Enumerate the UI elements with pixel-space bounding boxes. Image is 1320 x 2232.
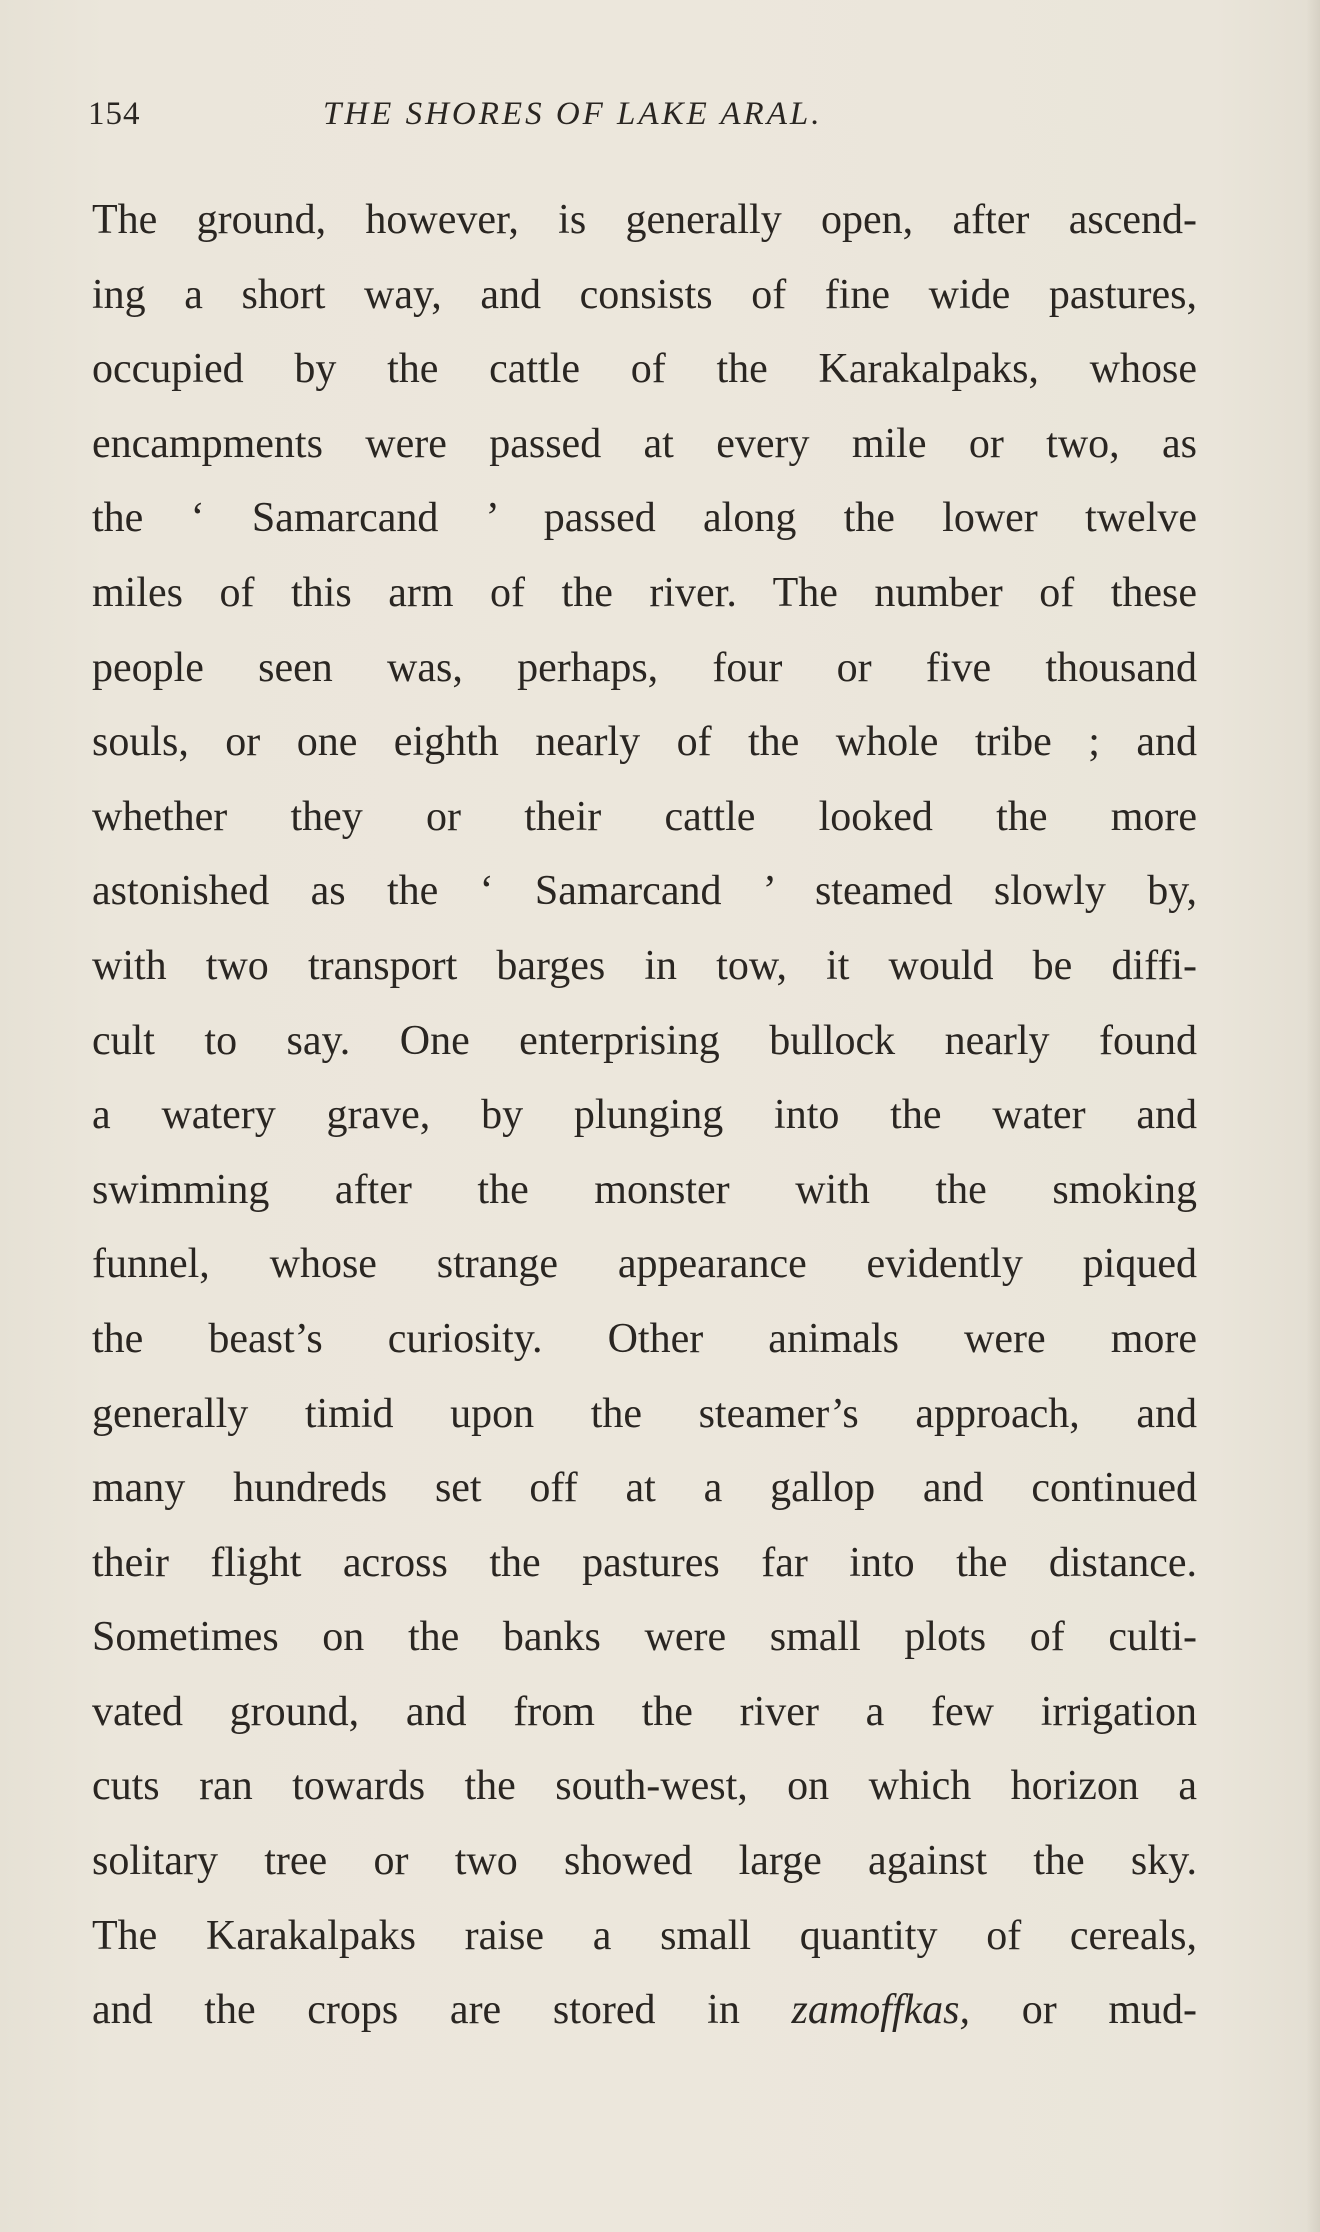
text-line: the beast’s curiosity. Other animals were more	[92, 1315, 1197, 1362]
text-line: funnel, whose strange appearance evidently piqued	[92, 1241, 1197, 1288]
text-line: the ‘ Samarcand ’ passed along the lower twelve	[92, 495, 1197, 542]
text-line: people seen was, perhaps, four or five thousand	[92, 644, 1197, 691]
page-number: 154	[88, 96, 141, 132]
text-line: their flight across the pastures far into the distance.	[92, 1539, 1197, 1586]
page-edge-shadow	[1306, 0, 1320, 2232]
text-line: cult to say. One enterprising bullock nearly found	[92, 1017, 1197, 1064]
text-line: ing a short way, and consists of fine wide pastures,	[92, 271, 1197, 318]
text-line: solitary tree or two showed large against the sky.	[92, 1838, 1197, 1885]
text-segment: and the crops are stored in	[92, 1987, 740, 2034]
text-line: encampments were passed at every mile or two, as	[92, 420, 1197, 467]
text-line: cuts ran towards the south-west, on which horizon a	[92, 1763, 1197, 1810]
body-text	[92, 183, 1197, 2048]
text-line: generally timid upon the steamer’s approach, and	[92, 1390, 1197, 1437]
text-line: occupied by the cattle of the Karakalpaks, whose	[92, 346, 1197, 393]
text-line: astonished as the ‘ Samarcand ’ steamed slowly by,	[92, 868, 1197, 915]
text-line: whether they or their cattle looked the more	[92, 793, 1197, 840]
text-line: souls, or one eighth nearly of the whole tribe ; and	[92, 719, 1197, 766]
text-line: with two transport barges in tow, it would be diffi-	[92, 942, 1197, 989]
page-header	[88, 96, 1193, 144]
text-line: The Karakalpaks raise a small quantity of cereals,	[92, 1912, 1197, 1959]
text-line: many hundreds set off at a gallop and continued	[92, 1465, 1197, 1512]
text-segment: or mud-	[1021, 1987, 1197, 2034]
italic-term: zamoffkas,	[791, 1987, 971, 2034]
text-line: Sometimes on the banks were small plots of culti-	[92, 1614, 1197, 1661]
text-line: vated ground, and from the river a few irrigation	[92, 1688, 1197, 1735]
running-head: THE SHORES OF LAKE ARAL.	[323, 96, 823, 132]
text-line: The ground, however, is generally open, after ascend-	[92, 197, 1197, 243]
text-line: swimming after the monster with the smoking	[92, 1166, 1197, 1213]
text-line: miles of this arm of the river. The number of these	[92, 569, 1197, 616]
text-line: a watery grave, by plunging into the water and	[92, 1092, 1197, 1139]
text-line-last	[92, 1973, 1197, 2048]
